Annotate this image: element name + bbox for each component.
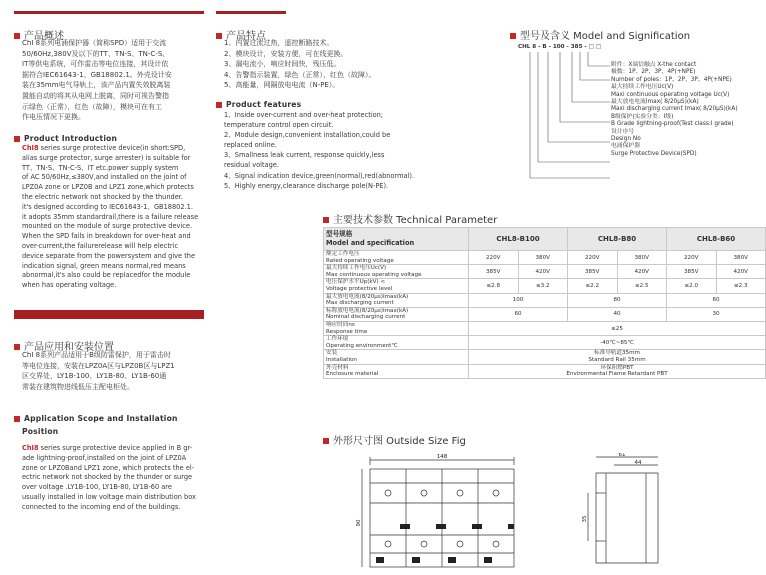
feature-item-en: 1、Inside over-current and over-heat protection; (224, 111, 384, 119)
table-cell: ≤2.3 (716, 279, 766, 293)
mid-left-redbar (14, 310, 204, 319)
params-title: 主要技术参数 Technical Parameter (323, 211, 497, 226)
model-code: CHL 8 - B - 100 - 385 - □ □ (518, 44, 602, 50)
overview-line-en: when has operating voltage. (22, 281, 117, 290)
table-cell: 380V (617, 251, 667, 265)
feature-item-cn: 4、告警指示装置，绿色（正常），红色（故障）。 (224, 70, 376, 79)
feature-item-cn: 5、高能量，网隔放电电流（N-PE）。 (224, 81, 340, 90)
feature-item-cn: 2、模块设计，安装方便，可在线更换。 (224, 49, 348, 58)
dim-depth: 61 (618, 453, 626, 458)
model-sig-lines (611, 62, 738, 158)
outline-title: 外形尺寸图 Outside Size Fig (323, 432, 466, 447)
table-header-model: CHL8-B60 (667, 228, 766, 251)
feature-item-cn: 3、漏电流小，响应时间快，残压低。 (224, 60, 341, 69)
feature-item-en: 2、Module design,convenient installation,could be (224, 131, 391, 140)
overview-line-en: it adopts 35mm standardrail,there is a failure release (22, 212, 199, 221)
table-row (324, 251, 766, 265)
table-row (324, 265, 766, 279)
table-row (324, 279, 766, 293)
application-line-cn: ChI 8系列产品适用于B级防雷保护，用于雷击时 (22, 351, 171, 359)
top-left-redbar (14, 11, 204, 14)
application-line-cn: 等电位连接，安装在LPZ0A区与LPZ0B区与LPZ1 (22, 361, 175, 370)
overview-line-cn: ChI 8系列电涌保护器（简称SPD）适用于交流 (22, 39, 167, 47)
table-row (324, 350, 766, 364)
application-para-cn (22, 350, 212, 392)
model-sig-line: 最大持续工作电压Uc(V) (611, 84, 674, 91)
model-sig-line: Surge Protective Device(SPD) (611, 150, 697, 157)
table-row (324, 307, 766, 321)
features-title: 产品特点 (216, 27, 266, 42)
feature-item-cn: 1、内置过流过热，遥控断路技术。 (224, 39, 334, 47)
overview-line-en-lead: ChI8 (22, 144, 39, 152)
table-row (324, 293, 766, 307)
application-line-en: zone or LPZ0Band LPZ1 zone, which protects the el- (22, 463, 195, 472)
overview-line-cn: 置能自动的将其从电网上脱离，同时可视告警指 (22, 91, 169, 100)
table-row-label: 标称放电电流(8/20μs)Imax(kA) Nominal discharging current (324, 307, 469, 321)
features-list-en (224, 110, 414, 191)
table-row-label: 最大放电电流(8/20μs)Imax(kA) Max discharging current (324, 293, 469, 307)
table-header-label: 型号规格 Model and specification (324, 228, 469, 251)
table-cell: 420V (617, 265, 667, 279)
application-line-cn: 常装在建筑物进线低压主配电柜处。 (22, 382, 134, 391)
table-cell: 60 (667, 293, 766, 307)
table-cell: 40 (568, 307, 667, 321)
table-cell: 环保阻燃PBT Environmental Flame Retardant PBT (469, 364, 766, 378)
overview-line-cn: 装在35mm电气导轨上，该产品内置失效脱离装 (22, 81, 171, 90)
feature-item-en: 3、Smallness leak current, response quickly,less (224, 151, 385, 160)
table-row-label: 电压保护水平Up(kV) < Voltage protective level (324, 279, 469, 293)
overview-para-cn (22, 38, 212, 123)
overview-line-cn: 作电压情况下更换。 (22, 113, 85, 122)
overview-title: 产品概述 (14, 27, 64, 42)
table-cell: 标准导轨道35mm Standard Rail 35mm (469, 350, 766, 364)
table-row-label: 安装 Installation (324, 350, 469, 364)
overview-line-en: of AC 50/60Hz,≤380V,and installed on the joint of (22, 173, 187, 182)
intro-title: Product Introduction (14, 134, 117, 143)
feature-item-en: replaced online. (224, 141, 277, 150)
features-list-cn (224, 38, 375, 91)
model-sig-line: 最大放电电流Imax( 8/20μS)(kA) (611, 99, 699, 106)
model-sig-line: Maxi discharging current Imax( 8/20μS)(kA) (611, 106, 738, 113)
overview-line-en: indication signal, green means normal,red means (22, 261, 186, 270)
application-title-en: Application Scope and Installation (14, 414, 178, 423)
table-header-model: CHL8-B80 (568, 228, 667, 251)
feature-item-en: 4、Signal indication device,green(normal),red(abnormal). (224, 171, 415, 180)
dim-depth2: 44 (634, 460, 642, 466)
params-table-wrap (323, 227, 766, 379)
table-cell: 385V (568, 265, 618, 279)
feature-item-en: temperature control open circuit. (224, 121, 334, 130)
overview-line-en: it's designed according to IEC61643-1、GB18802.1. (22, 202, 193, 211)
table-cell: ≤2.0 (667, 279, 717, 293)
table-cell: ≤3.2 (518, 279, 568, 293)
table-row (324, 336, 766, 350)
application-line-en: ChI8 series surge protective device applied in B gr- (22, 444, 193, 452)
model-sig-line: Number of poles：1P、2P、3P、4P(+NPE) (611, 76, 732, 83)
overview-line-en: When the SPD fails in breakdown for over-heat and (22, 232, 191, 241)
overview-line-en: the electric network not shocked by the thunder. (22, 192, 183, 201)
table-row-label: 响应时间ns Response time (324, 321, 469, 335)
table-cell: 220V (568, 251, 618, 265)
overview-line-en: alias surge protector, surge arrester) is suitable for (22, 153, 191, 162)
table-header-model: CHL8-B100 (469, 228, 568, 251)
table-cell: 380V (518, 251, 568, 265)
table-cell: 60 (469, 307, 568, 321)
model-connector-lines (518, 50, 614, 190)
overview-line-en: abnormal,it's also could be replacedfor the module (22, 271, 191, 280)
overview-line-cn: 示绿色（正常），红色（故障），模块可在有工 (22, 102, 162, 111)
table-row (324, 321, 766, 335)
outline-drawing (356, 453, 666, 571)
application-title-en-2: Position (22, 427, 59, 436)
overview-line-en: mounted on the module of surge protective device. (22, 222, 193, 231)
table-cell: 100 (469, 293, 568, 307)
features-title-en: Product features (216, 100, 301, 109)
table-cell: ≤2.8 (469, 279, 519, 293)
table-cell: 380V (716, 251, 766, 265)
table-row-label: 最大持续工作电压Uc(V) Max continuous operating voltage (324, 265, 469, 279)
table-cell: ≤25 (469, 321, 766, 335)
application-line-en: connected to the incoming end of the buildings. (22, 502, 181, 511)
table-header-row (324, 228, 766, 251)
application-line-en-lead: ChI8 (22, 444, 39, 452)
overview-line-en: TT、TN-S、TN-C-S、IT etc.power supply system (22, 163, 179, 172)
table-cell: ≤2.5 (617, 279, 667, 293)
table-cell: 80 (568, 293, 667, 307)
table-cell: -40℃~85℃ (469, 336, 766, 350)
dim-width: 148 (436, 454, 448, 460)
feature-item-en: 5、Highly energy,clearance discharge pole(N-PE). (224, 181, 389, 190)
dim-mid: 35 (582, 515, 588, 523)
overview-line-en: over-current,the failurerelease will help electric (22, 241, 179, 250)
model-sig-line: 极数：1P、2P、3P、4P(+NPE) (611, 69, 696, 76)
model-title: 型号及含义 Model and Signification (510, 27, 690, 42)
table-cell: 220V (469, 251, 519, 265)
model-sig-line: 附件：X端信触点 X-the contact (611, 62, 697, 68)
top-mid-redbar (216, 11, 286, 14)
overview-line-en: LPZ0A zone or LPZ0B and LPZ1 zone,which protects (22, 183, 194, 192)
table-row-label: 工作环境 Operating environment℃ (324, 336, 469, 350)
application-line-en: ectric network not shocked by the thunder or surge (22, 473, 193, 482)
overview-para-en (22, 144, 214, 291)
table-cell: 30 (667, 307, 766, 321)
table-cell: 220V (667, 251, 717, 265)
table-cell: 420V (518, 265, 568, 279)
feature-item-en: residual voltage. (224, 161, 279, 170)
overview-line-en: ChI8 series surge protective device(in short:SPD, (22, 144, 186, 152)
overview-line-cn: 据符合IEC61643-1、GB18802.1。外壳设计安 (22, 70, 172, 79)
application-line-en: usually installed in low voltage main distribution box (22, 492, 196, 501)
table-row (324, 364, 766, 378)
table-cell: 420V (716, 265, 766, 279)
table-cell: 385V (667, 265, 717, 279)
overview-line-cn: IT等供电系统，可作雷击等电位连接，其设计依 (22, 60, 169, 69)
model-sig-line: 设计序号 (611, 128, 635, 135)
application-line-cn: 区交界处，LY1B-100、LY1B-80、LY1B-60通 (22, 372, 167, 381)
model-sig-line: B Grade lightning-proof(Test class:Ⅰ grade) (611, 121, 734, 128)
application-line-en: ade lightning-proof,installed on the joint of LPZ0A (22, 453, 187, 462)
model-sig-line: 电涌保护器 (611, 143, 640, 150)
model-sig-line: Design No (611, 136, 641, 143)
model-sig-line: Maxi continuous operating voltage Uc(V) (611, 91, 730, 98)
params-table (323, 227, 766, 379)
application-title: 产品应用和安装位置 (14, 338, 114, 353)
application-para-en (22, 444, 214, 513)
overview-line-en: device separate from the powersystem and give the (22, 251, 196, 260)
dim-height: 90 (356, 519, 362, 527)
table-cell: 385V (469, 265, 519, 279)
model-sig-line: B级保护(实验分类：Ⅰ级) (611, 113, 674, 120)
table-row-label: 外壳材料 Enclosure material (324, 364, 469, 378)
application-line-en: over voltage .LY1B-100, LY1B-80, LY1B-60 are (22, 483, 172, 492)
overview-line-cn: 50/60Hz,380V及以下的TT、TN-S、TN-C-S、 (22, 49, 170, 58)
table-cell: ≤2.2 (568, 279, 618, 293)
table-row-label: 额定工作电压 Rated operating voltage (324, 251, 469, 265)
